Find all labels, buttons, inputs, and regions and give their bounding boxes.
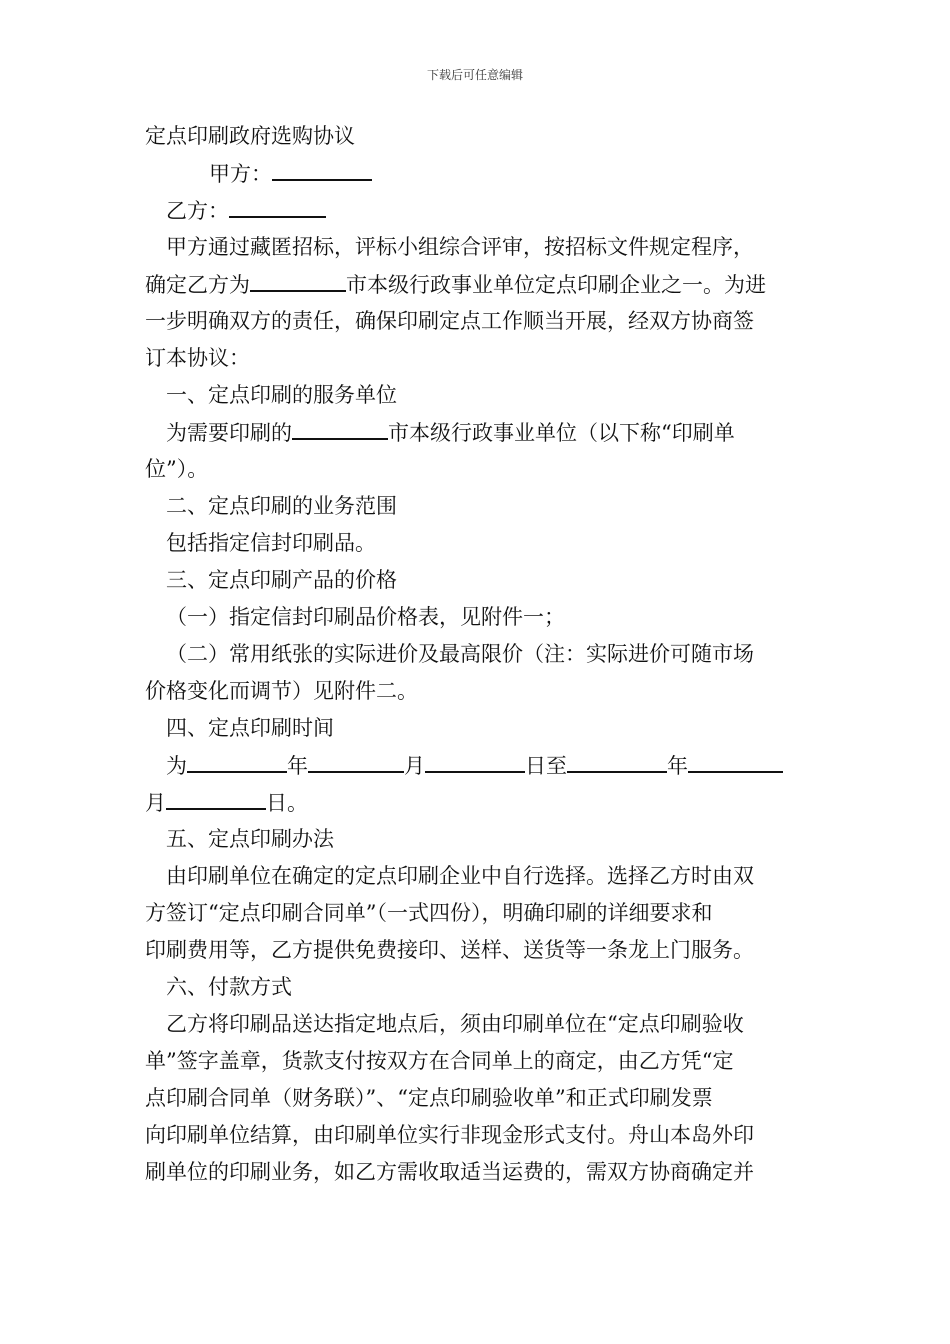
date-range-line-2	[145, 784, 813, 821]
section-6-heading: 六、付款方式	[166, 975, 292, 999]
intro-line-3: 一步明确双方的责任，确保印刷定点工作顺当开展，经双方协商签	[145, 309, 754, 333]
start-day-blank	[425, 747, 525, 773]
section-6-line-2: 单”签字盖章，货款支付按双方在合同单上的商定，由乙方凭“定	[145, 1049, 734, 1073]
party-a-label: 甲方：	[209, 162, 272, 186]
date-range-line-1	[145, 747, 813, 784]
party-b-blank	[229, 192, 326, 218]
section-5-heading: 五、定点印刷办法	[166, 827, 334, 851]
date-wei: 为	[166, 754, 187, 778]
section-6-line-5: 刷单位的印刷业务，如乙方需收取适当运费的，需双方协商确定并	[145, 1160, 754, 1184]
section-1-line-1-end: 市本级行政事业单位（以下称“印刷单	[388, 421, 735, 445]
document-title: 定点印刷政府选购协议	[145, 124, 355, 148]
intro-line-4: 订本协议：	[145, 346, 250, 370]
service-city-blank	[292, 414, 388, 440]
end-year-blank	[567, 747, 667, 773]
date-rizhi: 日至	[525, 754, 567, 778]
date-nian-1: 年	[287, 754, 308, 778]
date-yue-2: 月	[145, 791, 166, 815]
party-a-blank	[272, 155, 372, 181]
section-6-line-4: 向印刷单位结算，由印刷单位实行非现金形式支付。舟山本岛外印	[145, 1123, 754, 1147]
intro-line-2	[145, 266, 813, 303]
section-3-line-2: （二）常用纸张的实际进价及最高限价（注：实际进价可随市场	[166, 642, 754, 666]
section-5-line-2: 方签订“定点印刷合同单”（一式四份），明确印刷的详细要求和	[145, 901, 713, 925]
page-header-note: 下载后可任意编辑	[426, 68, 523, 82]
start-year-blank	[187, 747, 287, 773]
date-nian-2: 年	[667, 754, 688, 778]
section-4-heading: 四、定点印刷时间	[166, 716, 334, 740]
intro-line-2-end: 市本级行政事业单位定点印刷企业之一。为进	[346, 273, 766, 297]
document-body	[145, 118, 813, 1191]
intro-line-2-start: 确定乙方为	[145, 273, 250, 297]
city-blank	[250, 266, 346, 292]
section-1-line-1	[145, 414, 813, 451]
section-3-heading: 三、定点印刷产品的价格	[166, 568, 397, 592]
end-month-blank	[688, 747, 783, 773]
section-6-line-3: 点印刷合同单（财务联）”、“定点印刷验收单”和正式印刷发票	[145, 1086, 713, 1110]
section-3-line-1: （一）指定信封印刷品价格表，见附件一；	[166, 605, 565, 629]
section-5-line-1: 由印刷单位在确定的定点印刷企业中自行选择。选择乙方时由双	[166, 864, 754, 888]
party-b-line	[145, 192, 813, 229]
party-b-label: 乙方：	[166, 199, 229, 223]
party-a-line	[145, 155, 813, 192]
section-6-line-1: 乙方将印刷品送达指定地点后，须由印刷单位在“定点印刷验收	[166, 1012, 744, 1036]
end-day-blank	[166, 784, 266, 810]
section-1-heading: 一、定点印刷的服务单位	[166, 383, 397, 407]
section-1-line-2: 位”）。	[145, 457, 209, 481]
date-yue-1: 月	[404, 754, 425, 778]
section-2-line-1: 包括指定信封印刷品。	[166, 531, 376, 555]
section-1-line-1-start: 为需要印刷的	[166, 421, 292, 445]
intro-line-1: 甲方通过藏匿招标，评标小组综合评审，按招标文件规定程序，	[166, 235, 754, 259]
date-ri: 日。	[266, 791, 308, 815]
section-2-heading: 二、定点印刷的业务范围	[166, 494, 397, 518]
section-5-line-3: 印刷费用等，乙方提供免费接印、送样、送货等一条龙上门服务。	[145, 938, 754, 962]
section-3-line-3: 价格变化而调节）见附件二。	[145, 679, 418, 703]
start-month-blank	[308, 747, 404, 773]
